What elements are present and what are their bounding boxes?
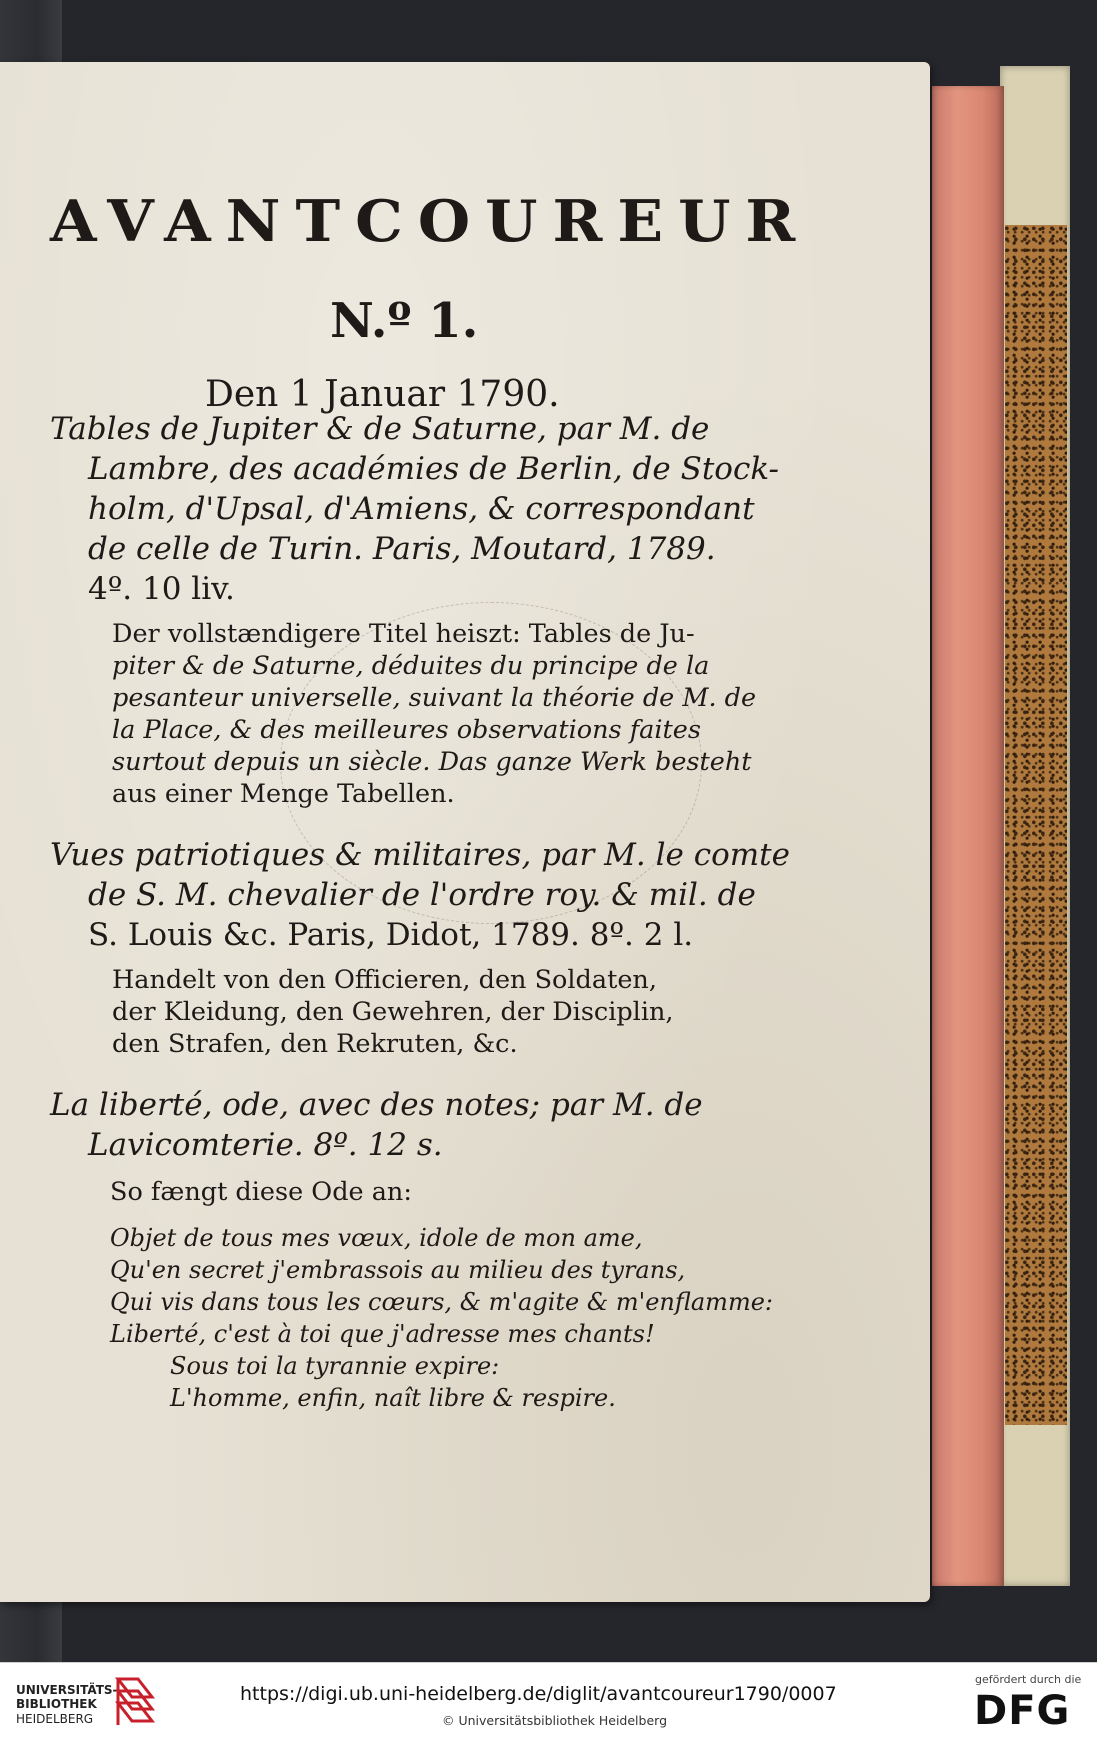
entry-2-line-1: Vues patriotiques & militaires, par M. le comte [50,837,790,873]
red-fore-edge [932,86,1004,1586]
entry-2-line-2: de S. M. chevalier de l'ordre roy. & mil. de [88,877,756,913]
masthead-title: AVANTCOUREUR [50,188,811,256]
book-page [0,62,930,1602]
entry-1-line-5: 4º. 10 liv. [88,571,235,607]
permalink-url[interactable]: https://digi.ub.uni-heidelberg.de/diglit/avantcoureur1790/0007 [240,1683,837,1705]
marbled-endpaper [1005,225,1067,1425]
entry-1-note-1: Der vollstændigere Titel heiszt: Tables de Ju- [112,619,695,649]
quote-line-1: Objet de tous mes vœux, idole de mon ame, [110,1224,643,1252]
quote-line-3: Qui vis dans tous les cœurs, & m'agite & m'enflamme: [110,1288,773,1316]
library-name-line-3: HEIDELBERG [16,1711,94,1726]
entry-3-line-2: Lavicomterie. 8º. 12 s. [88,1127,443,1163]
quote-line-6: L'homme, enfin, naît libre & respire. [170,1384,616,1412]
quote-line-4: Liberté, c'est à toi que j'adresse mes chants! [110,1320,655,1348]
entry-1-note-4: la Place, & des meilleures observations faites [112,715,701,745]
entry-3-line-1: La liberté, ode, avec des notes; par M. de [50,1087,703,1123]
entry-1-note-2: piter & de Saturne, déduites du principe de la [112,651,710,681]
entry-1-line-4: de celle de Turin. Paris, Moutard, 1789. [88,531,716,567]
entry-2-note-2: der Kleidung, den Gewehren, der Disciplin, [112,997,674,1027]
entry-1-note-5: surtout depuis un siècle. Das ganze Werk besteht [112,747,752,777]
issue-number: N.º 1. [330,293,479,349]
library-name-line-1: UNIVERSITÄTS- [16,1683,118,1697]
dfg-logo: DFG [974,1688,1071,1734]
library-name [16,1683,118,1726]
copyright-notice: © Universitätsbibliothek Heidelberg [442,1713,668,1728]
issue-date: Den 1 Januar 1790. [205,374,560,415]
funding-label: gefördert durch die [975,1673,1082,1686]
library-logo-icon [112,1675,156,1729]
quote-line-2: Qu'en secret j'embrassois au milieu des tyrans, [110,1256,686,1284]
entry-1-note-6: aus einer Menge Tabellen. [112,779,455,809]
entry-3-note-1: So fængt diese Ode an: [110,1177,412,1207]
entry-2-note-3: den Strafen, den Rekruten, &c. [112,1029,518,1059]
entry-1-note-3: pesanteur universelle, suivant la théorie de M. de [112,683,757,713]
entry-2-note-1: Handelt von den Officieren, den Soldaten, [112,965,657,995]
entry-2-line-3: S. Louis &c. Paris, Didot, 1789. 8º. 2 l. [88,917,694,953]
entry-1-line-1: Tables de Jupiter & de Saturne, par M. de [50,411,710,447]
entry-1-line-2: Lambre, des académies de Berlin, de Stock- [88,451,780,487]
viewer-footer [0,1662,1097,1743]
quote-line-5: Sous toi la tyrannie expire: [170,1352,500,1380]
library-name-line-2: BIBLIOTHEK [16,1697,97,1712]
entry-1-line-3: holm, d'Upsal, d'Amiens, & correspondant [88,491,755,527]
